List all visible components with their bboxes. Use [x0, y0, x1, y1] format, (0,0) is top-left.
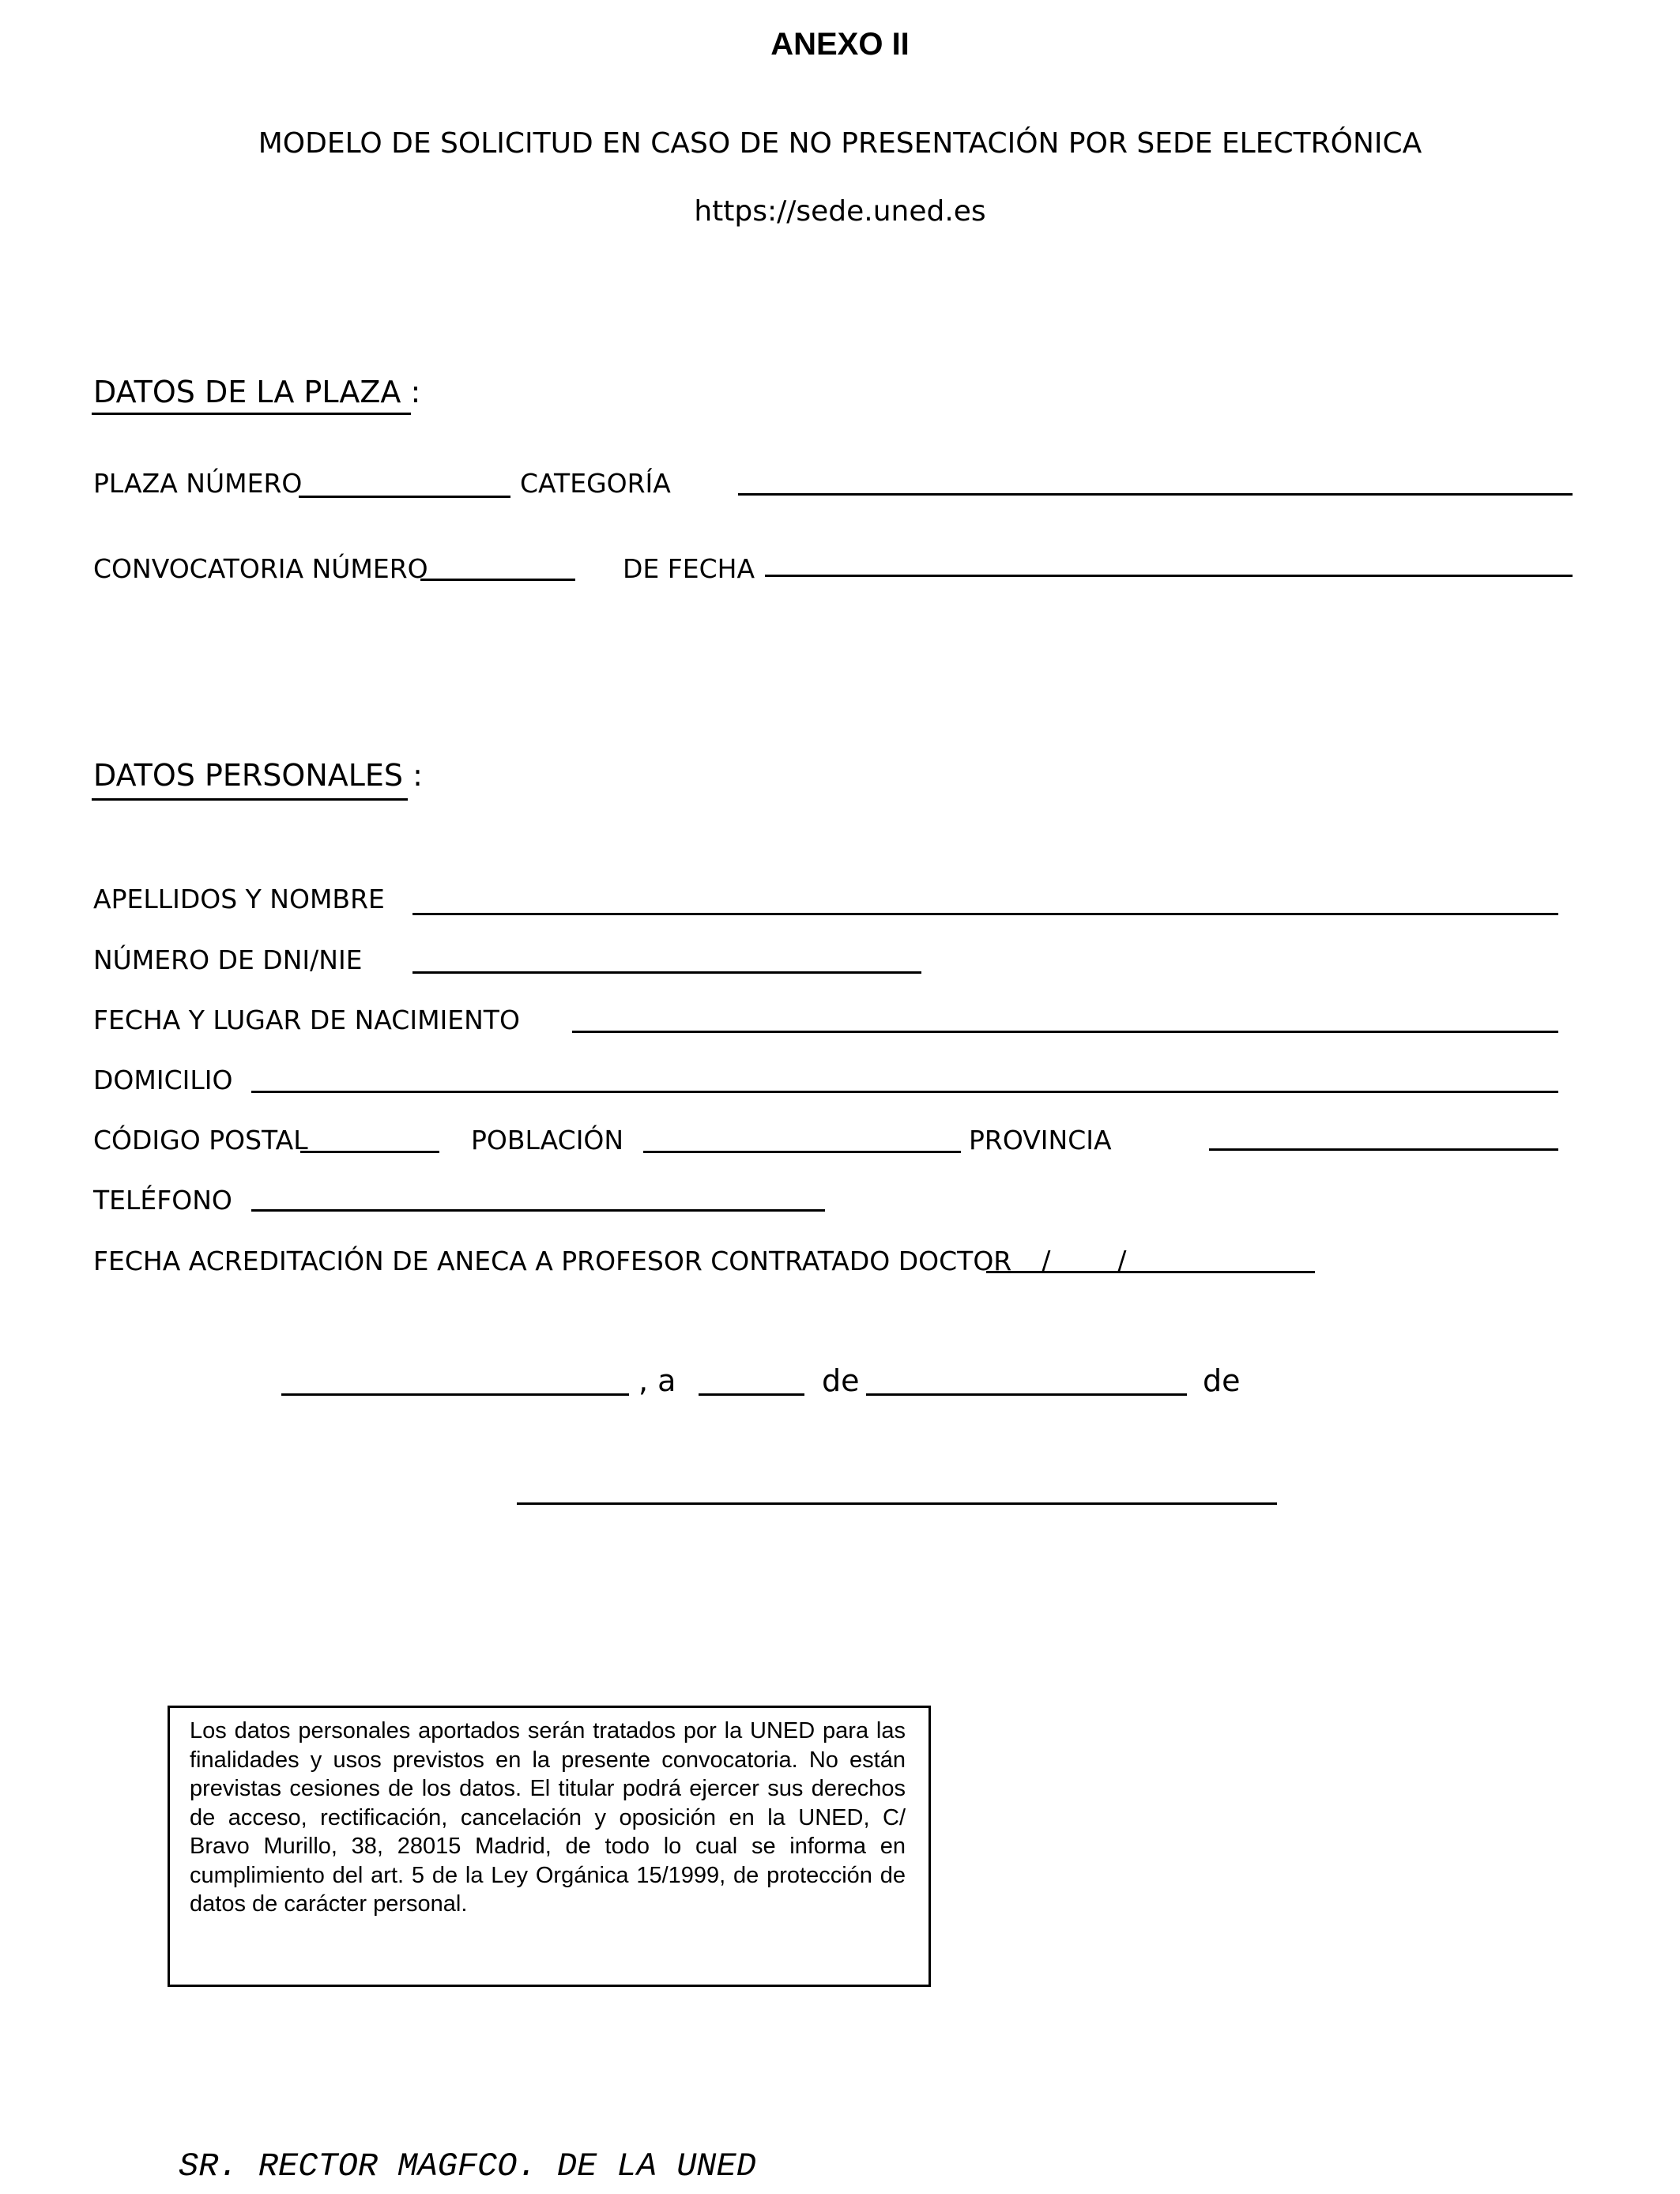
de-month-label: de [822, 1363, 860, 1398]
personal-section-heading: DATOS PERSONALES : [93, 758, 423, 793]
acreditacion-date-separator-2: / [1117, 1246, 1127, 1277]
dni-label: NÚMERO DE DNI/NIE [93, 944, 363, 975]
personal-heading-underline [92, 798, 408, 801]
provincia-field[interactable] [1209, 1148, 1558, 1151]
domicilio-field[interactable] [251, 1091, 1558, 1093]
de-fecha-field[interactable] [765, 575, 1573, 577]
acreditacion-date-field[interactable] [986, 1271, 1315, 1273]
acreditacion-date-separator-1: / [1042, 1246, 1051, 1277]
de-fecha-label: DE FECHA [623, 553, 755, 584]
month-field[interactable] [866, 1393, 1187, 1396]
form-subtitle: MODELO DE SOLICITUD EN CASO DE NO PRESENTACIÓN POR SEDE ELECTRÓNICA [258, 127, 1422, 160]
plaza-heading-underline [92, 413, 411, 415]
nacimiento-field[interactable] [572, 1031, 1558, 1033]
acreditacion-label: FECHA ACREDITACIÓN DE ANECA A PROFESOR CONTRATADO DOCTOR [93, 1246, 1012, 1276]
plaza-numero-label: PLAZA NÚMERO [93, 468, 303, 499]
privacy-notice-text: Los datos personales aportados serán tratados por la UNED para las finalidades y usos previstos en la presente convocatoria. No están previstas cesiones de los datos. El titular podrá ejercer sus derechos de acceso, rectificación, cancelación y oposición en la UNED, C/ Bravo Murillo, 38, 28015 Madrid, de todo lo cual se informa en cumplimiento del art. 5 de la Ley Orgánica 15/1999, de protección de datos de carácter personal. [190, 1718, 906, 1917]
convocatoria-numero-label: CONVOCATORIA NÚMERO [93, 553, 428, 584]
place-a-label: , a [638, 1363, 676, 1398]
convocatoria-numero-field[interactable] [420, 579, 575, 581]
annex-title: ANEXO II [770, 27, 910, 62]
dni-field[interactable] [412, 971, 921, 974]
day-field[interactable] [699, 1393, 804, 1396]
domicilio-label: DOMICILIO [93, 1065, 233, 1095]
poblacion-label: POBLACIÓN [471, 1125, 624, 1155]
signature-field[interactable] [517, 1502, 1277, 1505]
plaza-numero-field[interactable] [299, 496, 510, 498]
categoria-label: CATEGORÍA [520, 468, 671, 499]
place-field[interactable] [281, 1393, 629, 1396]
poblacion-field[interactable] [643, 1151, 961, 1153]
telefono-label: TELÉFONO [93, 1185, 232, 1216]
telefono-field[interactable] [251, 1209, 825, 1212]
apellidos-label: APELLIDOS Y NOMBRE [93, 884, 385, 914]
codigo-postal-field[interactable] [300, 1151, 439, 1153]
categoria-field[interactable] [738, 493, 1573, 496]
provincia-label: PROVINCIA [969, 1125, 1112, 1155]
nacimiento-label: FECHA Y LUGAR DE NACIMIENTO [93, 1005, 520, 1035]
addressee: SR. RECTOR MAGFCO. DE LA UNED [179, 2147, 756, 2185]
sede-url: https://sede.uned.es [694, 195, 986, 228]
plaza-section-heading: DATOS DE LA PLAZA : [93, 375, 421, 409]
apellidos-field[interactable] [412, 913, 1558, 915]
codigo-postal-label: CÓDIGO POSTAL [93, 1125, 308, 1155]
de-year-label: de [1203, 1363, 1241, 1398]
